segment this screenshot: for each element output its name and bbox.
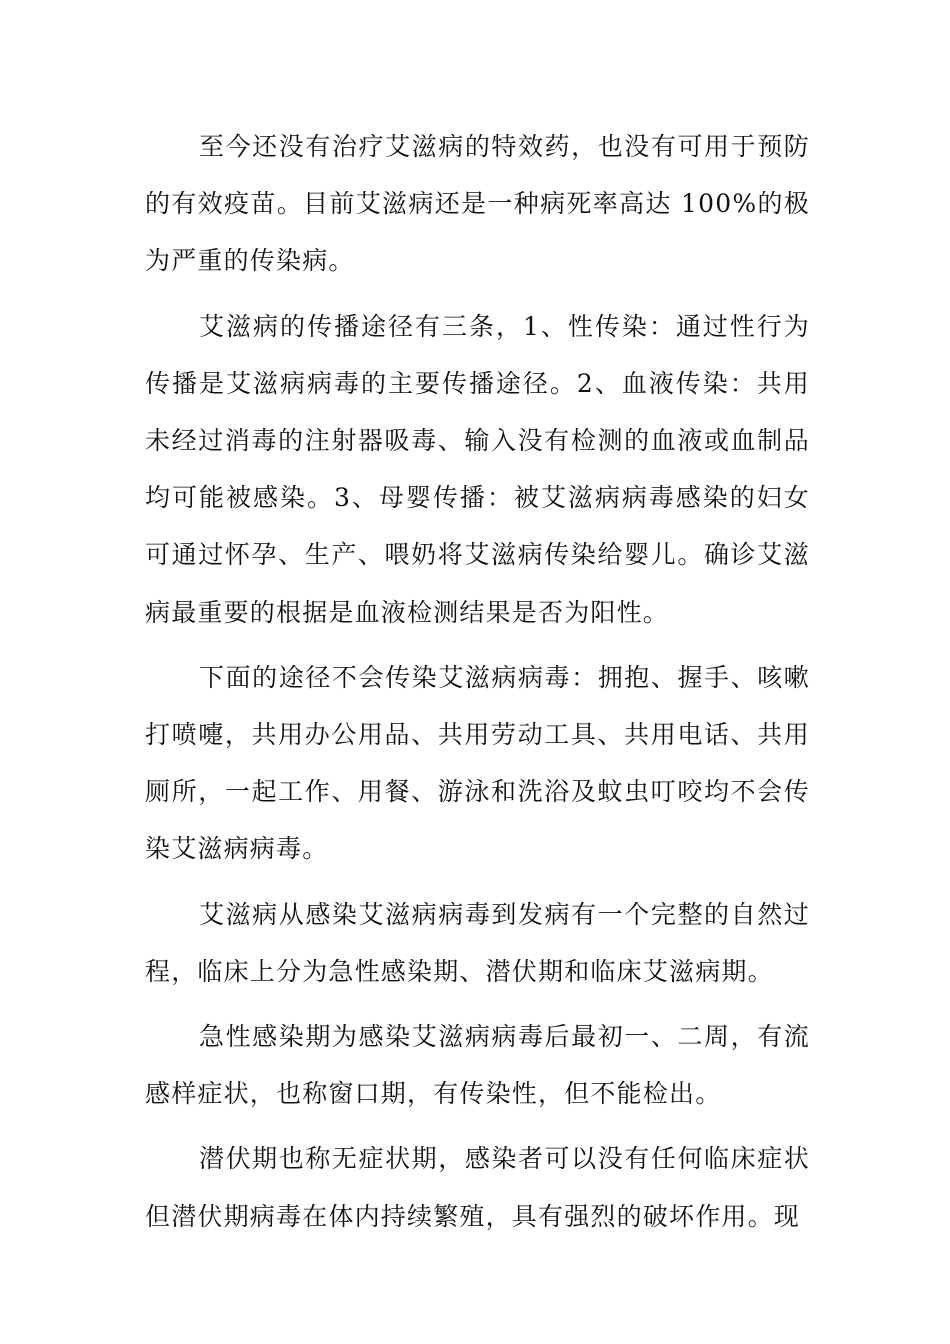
body-text bbox=[145, 118, 810, 1245]
paragraph-2: 艾滋病的传播途径有三条，1、性传染：通过性行为传播是艾滋病病毒的主要传播途径。2、血液传染：共用未经过消毒的注射器吸毒、输入没有检测的血液或血制品均可能被感染。3、母婴传播：被艾滋病病毒感染的妇女可通过怀孕、生产、喂奶将艾滋病传染给婴儿。确诊艾滋病最重要的根据是血液检测结果是否为阳性。 bbox=[145, 311, 810, 627]
paragraph-3: 下面的途径不会传染艾滋病病毒：拥抱、握手、咳嗽打喷嚏，共用办公用品、共用劳动工具、共用电话、共用厕所，一起工作、用餐、游泳和洗浴及蚊虫叮咬均不会传染艾滋病病毒。 bbox=[145, 662, 810, 864]
paragraph-4: 艾滋病从感染艾滋病病毒到发病有一个完整的自然过程，临床上分为急性感染期、潜伏期和临床艾滋病期。 bbox=[145, 899, 810, 986]
paragraph-5: 急性感染期为感染艾滋病病毒后最初一、二周，有流感样症状，也称窗口期，有传染性，但不能检出。 bbox=[145, 1022, 810, 1109]
paragraph-1: 至今还没有治疗艾滋病的特效药，也没有可用于预防的有效疫苗。目前艾滋病还是一种病死率高达 100%的极为严重的传染病。 bbox=[145, 132, 810, 276]
paragraph-6: 潜伏期也称无症状期，感染者可以没有任何临床症状但潜伏期病毒在体内持续繁殖，具有强烈的破坏作用。现 bbox=[145, 1144, 810, 1231]
